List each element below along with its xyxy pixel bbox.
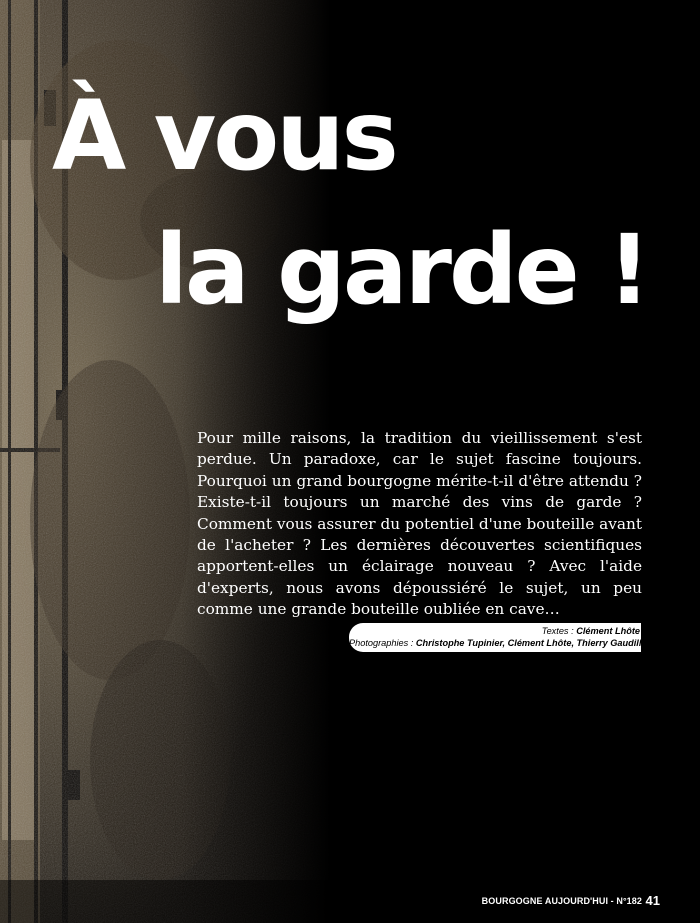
credits-box [349, 623, 656, 652]
article-intro: Pour mille raisons, la tradition du vieillissement s'est perdue. Un paradoxe, car le sujet fascine toujours. Pourquoi un grand bourgogne mérite-t-il d'être attendu ? Existe-t-il toujours un marché des vins de garde ? Comment vous assurer du potentiel d'une bouteille avant de l'acheter ? Les dernières découvertes scientifiques apportent-elles un éclairage nouveau ? Avec l'aide d'experts, nous avons dépoussiéré le sujet, un peu comme une grande bouteille oubliée en cave… [197, 429, 643, 619]
text-credit-label: Textes : [541, 626, 577, 636]
photo-credit-label: Photographies : [349, 637, 416, 648]
article-title-line-2: la garde ! [155, 214, 648, 326]
text-credit-author: Clément Lhôte [576, 626, 640, 636]
publication-footer: BOURGOGNE AUJOURD'HUI - N°182 [481, 896, 642, 906]
text-credit [349, 626, 641, 638]
page-number: 41 [645, 893, 660, 908]
article-title-line-1: À vous [52, 80, 396, 192]
photo-credit [349, 637, 656, 650]
photo-credit-authors: Christophe Tupinier, Clément Lhôte, Thierry Gaudillère [415, 637, 656, 648]
